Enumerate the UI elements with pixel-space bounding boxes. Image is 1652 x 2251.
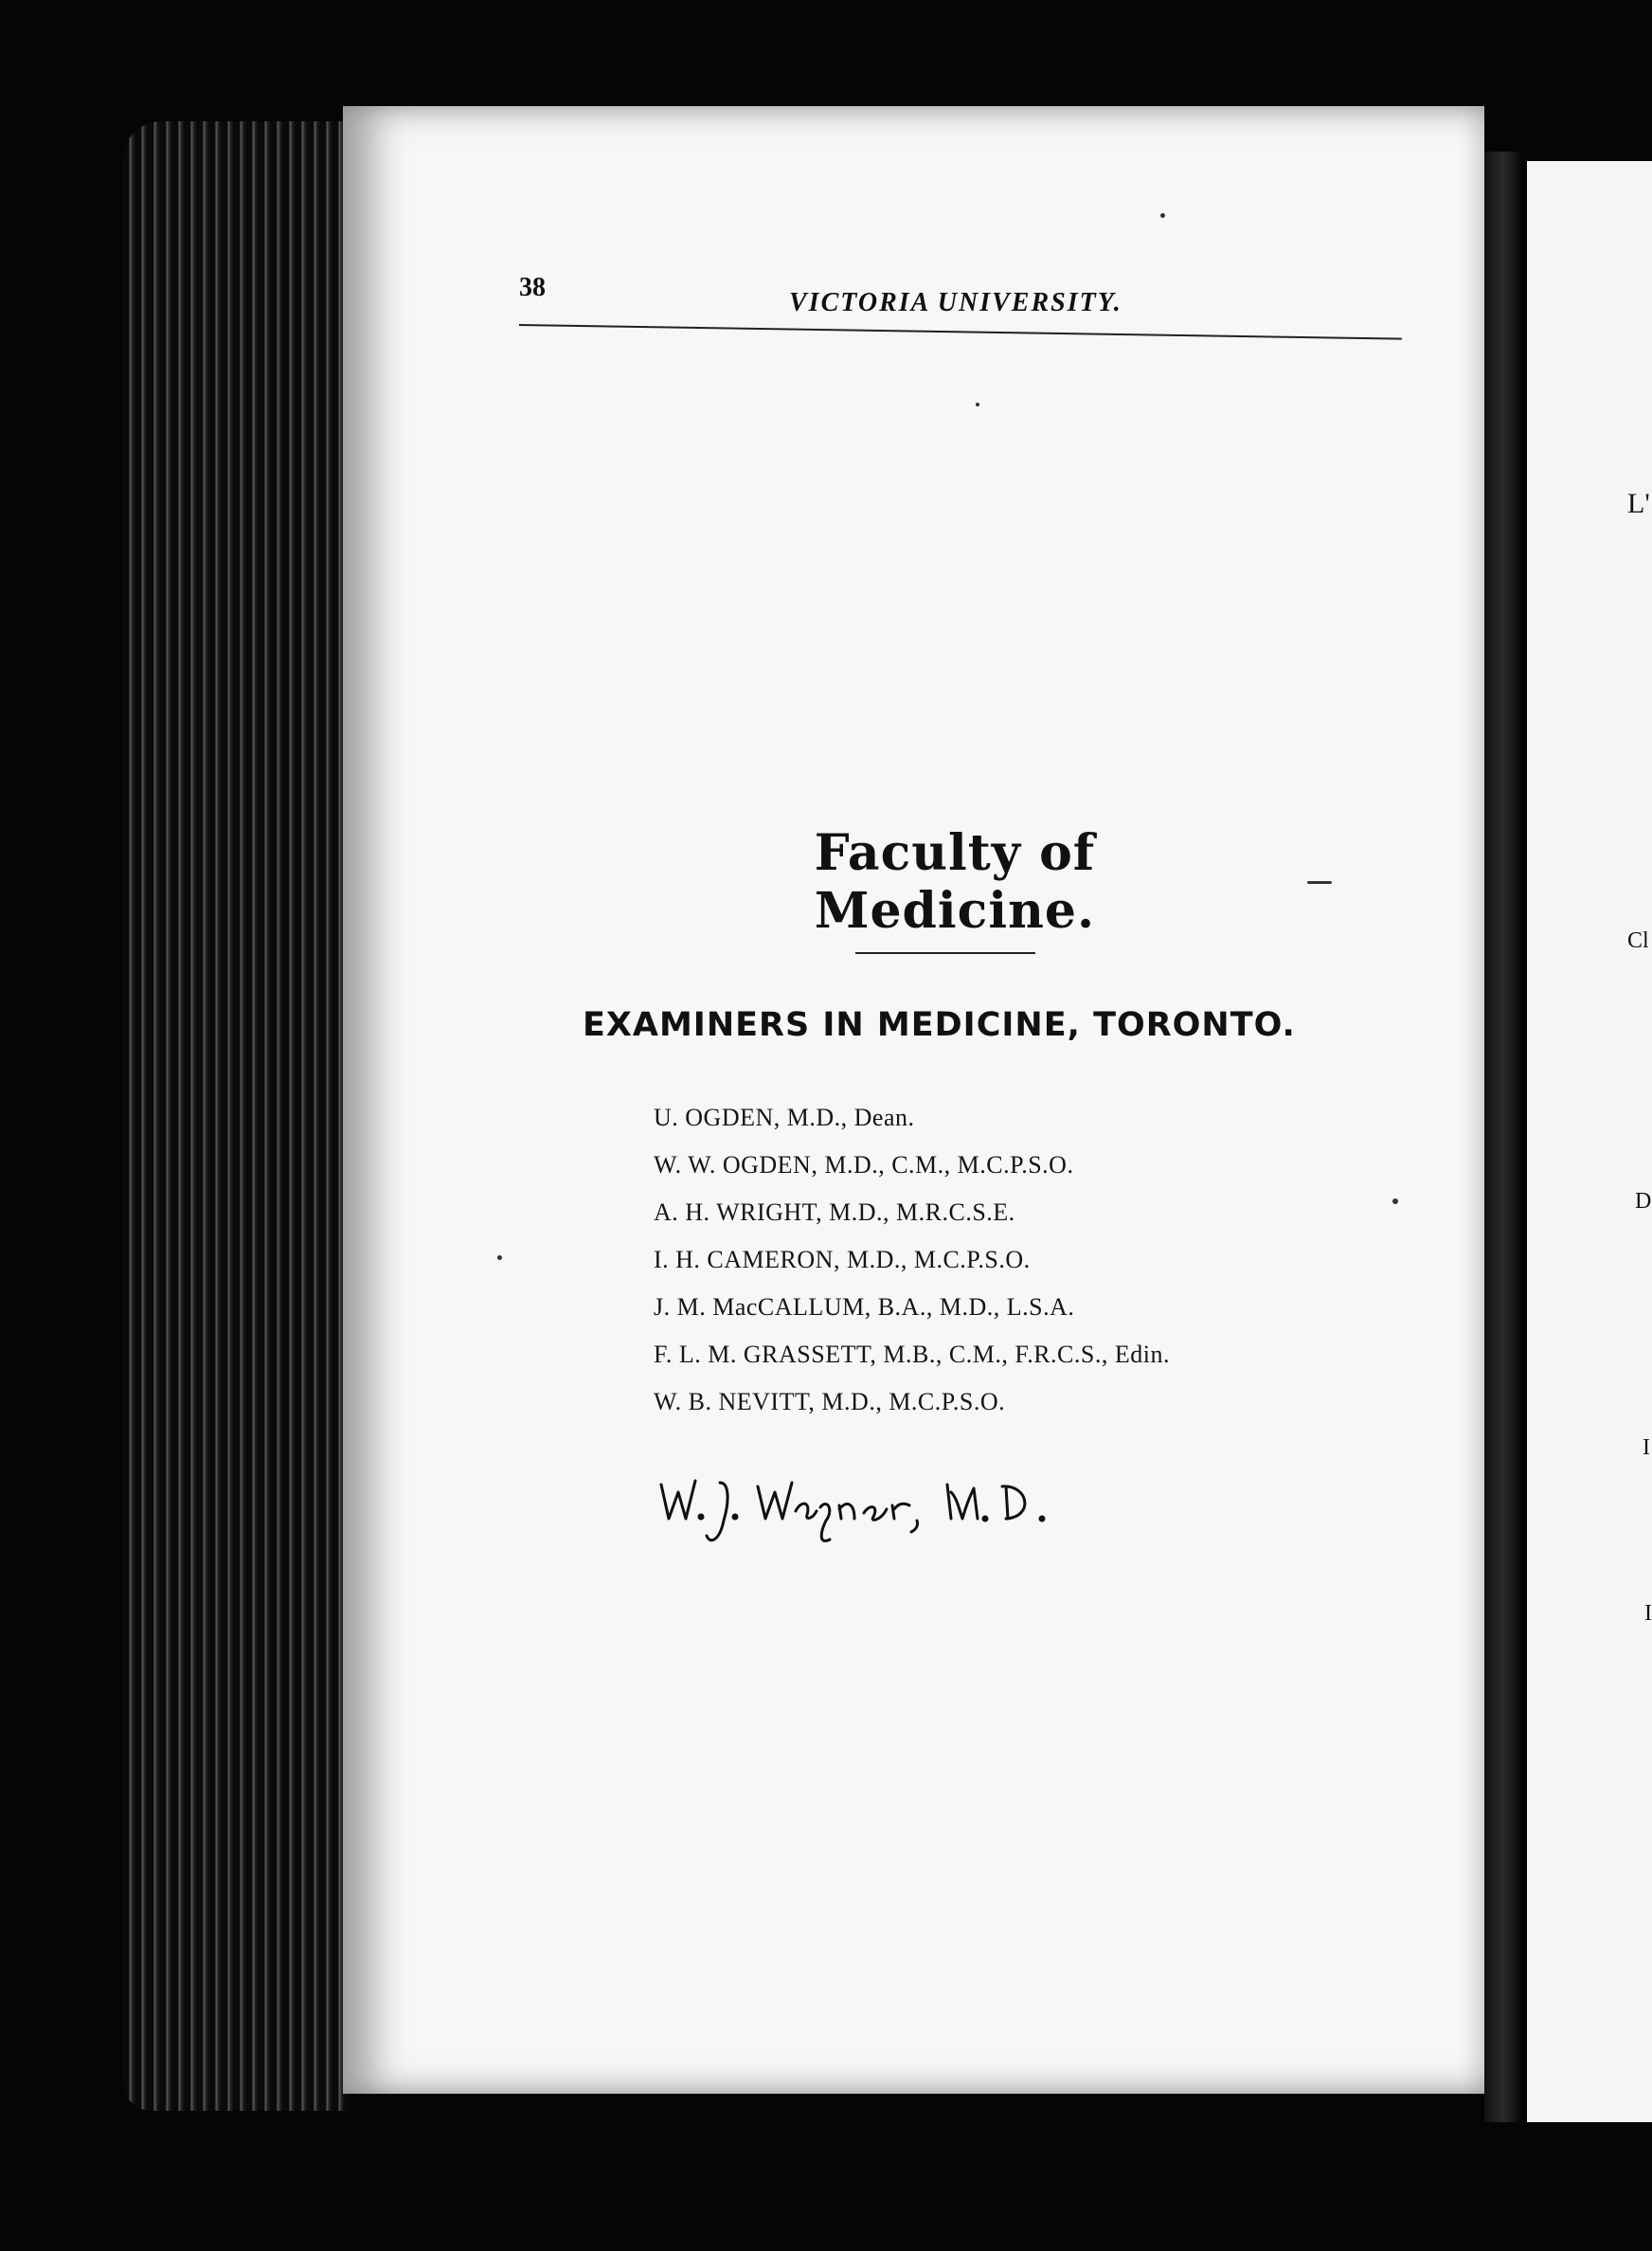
examiner-list	[654, 1094, 1317, 1426]
page-number: 38	[519, 273, 546, 302]
section-heading: EXAMINERS IN MEDICINE, TORONTO.	[583, 1006, 1296, 1044]
facing-page-fragment: Cl	[1627, 928, 1649, 953]
paper-mark	[1307, 881, 1332, 884]
paper-speck	[1392, 1198, 1398, 1204]
facing-page-fragment: D	[1635, 1189, 1652, 1214]
paper-speck	[976, 403, 979, 406]
examiner-entry: F. L. M. GRASSETT, M.B., C.M., F.R.C.S., Edin.	[654, 1341, 1170, 1368]
handwritten-signature	[654, 1464, 1070, 1549]
facing-page-fragment: I	[1644, 1601, 1652, 1626]
examiner-entry: W. B. NEVITT, M.D., M.C.P.S.O.	[654, 1388, 1006, 1415]
facing-page-fragment: I	[1643, 1435, 1650, 1460]
title-rule	[855, 952, 1035, 954]
examiner-entry: A. H. WRIGHT, M.D., M.R.C.S.E.	[654, 1198, 1015, 1226]
paper-speck	[497, 1255, 502, 1260]
paper-speck	[1160, 213, 1165, 218]
book-page-edges	[123, 121, 350, 2111]
faculty-title: Faculty of Medicine.	[814, 824, 1096, 940]
examiner-entry: J. M. MacCALLUM, B.A., M.D., L.S.A.	[654, 1293, 1075, 1321]
examiner-entry: U. OGDEN, M.D., Dean.	[654, 1104, 915, 1131]
facing-page-fragment: L'	[1627, 488, 1650, 519]
book-gutter	[1484, 152, 1522, 2122]
running-head	[519, 273, 1400, 330]
examiner-entry: I. H. CAMERON, M.D., M.C.P.S.O.	[654, 1246, 1031, 1273]
running-head-title: VICTORIA UNIVERSITY.	[789, 288, 1122, 317]
facing-page	[1527, 161, 1652, 2122]
examiner-entry: W. W. OGDEN, M.D., C.M., M.C.P.S.O.	[654, 1151, 1074, 1179]
